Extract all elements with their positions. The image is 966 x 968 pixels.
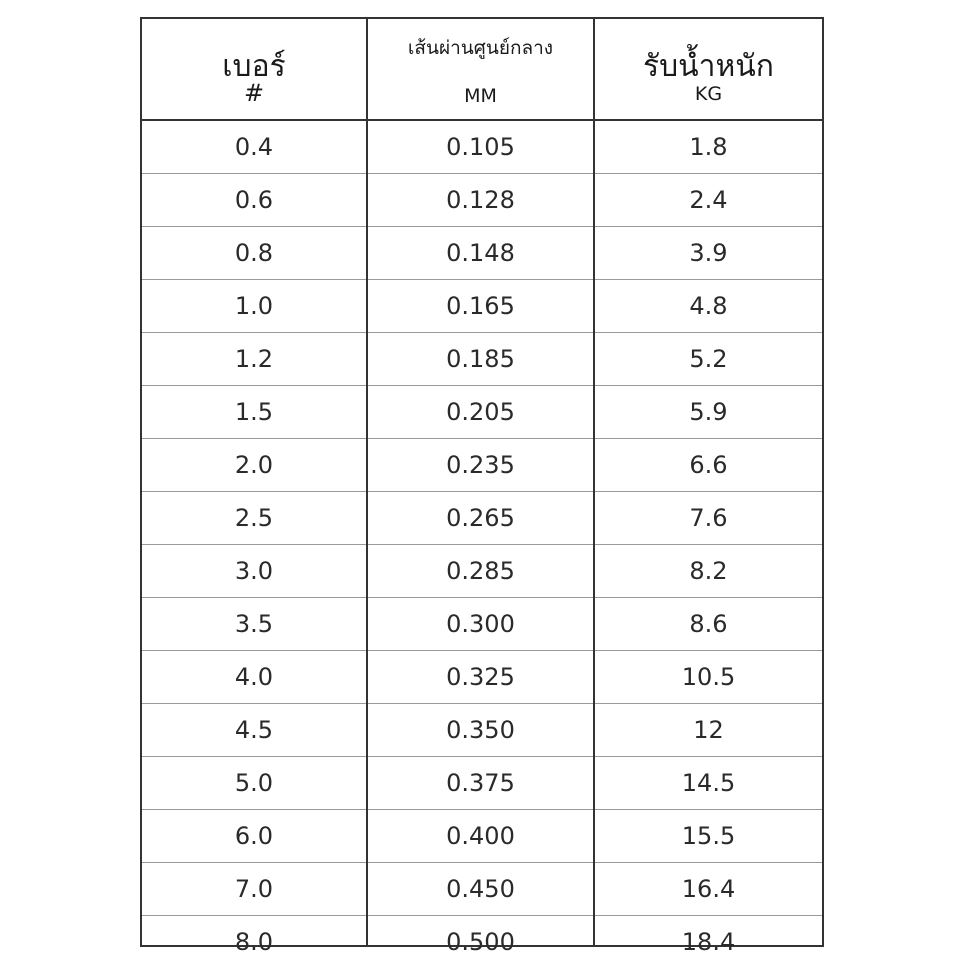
strength-cell: 7.6 — [689, 504, 728, 532]
size-cell: 1.2 — [234, 345, 274, 373]
strength-cell: 10.5 — [681, 663, 736, 691]
strength-cell: 15.5 — [681, 822, 736, 850]
table-body — [142, 121, 822, 968]
diameter-cell: 0.105 — [446, 133, 515, 161]
strength-cell: 5.2 — [689, 345, 728, 373]
table-row — [142, 333, 822, 386]
header-strength-unit: KG — [694, 83, 723, 105]
strength-cell: 14.5 — [681, 769, 736, 797]
header-diameter — [368, 19, 593, 119]
table-row — [142, 810, 822, 863]
diameter-cell: 0.350 — [446, 716, 515, 744]
diameter-cell: 0.325 — [446, 663, 515, 691]
strength-cell: 3.9 — [689, 239, 728, 267]
size-cell: 0.4 — [234, 133, 274, 161]
strength-cell: 8.6 — [689, 610, 728, 638]
table-row — [142, 651, 822, 704]
strength-cell: 4.8 — [689, 292, 728, 320]
size-cell: 4.5 — [234, 716, 274, 744]
header-strength-title: รับน้ำหนัก — [643, 49, 774, 84]
diameter-cell: 0.300 — [446, 610, 515, 638]
size-cell: 2.5 — [234, 504, 274, 532]
table-row — [142, 704, 822, 757]
strength-cell: 8.2 — [689, 557, 728, 585]
size-cell: 0.8 — [234, 239, 274, 267]
size-cell: 4.0 — [234, 663, 274, 691]
table-row — [142, 121, 822, 174]
size-cell: 3.0 — [234, 557, 274, 585]
size-cell: 1.0 — [234, 292, 274, 320]
header-size — [142, 19, 366, 119]
strength-cell: 16.4 — [681, 875, 736, 903]
size-cell: 6.0 — [234, 822, 274, 850]
diameter-cell: 0.185 — [446, 345, 515, 373]
size-cell: 1.5 — [234, 398, 274, 426]
diameter-cell: 0.285 — [446, 557, 515, 585]
size-cell: 3.5 — [234, 610, 274, 638]
table-row — [142, 863, 822, 916]
size-cell: 8.0 — [234, 928, 274, 956]
table-row — [142, 386, 822, 439]
diameter-cell: 0.235 — [446, 451, 515, 479]
header-diameter-title: เส้นผ่านศูนย์กลาง — [407, 37, 554, 59]
size-cell: 0.6 — [234, 186, 274, 214]
table-row — [142, 545, 822, 598]
diameter-cell: 0.205 — [446, 398, 515, 426]
strength-cell: 12 — [693, 716, 724, 744]
column-divider — [593, 19, 595, 945]
diameter-cell: 0.128 — [446, 186, 515, 214]
table-row — [142, 280, 822, 333]
diameter-cell: 0.165 — [446, 292, 515, 320]
diameter-cell: 0.500 — [446, 928, 515, 956]
diameter-cell: 0.375 — [446, 769, 515, 797]
strength-cell: 6.6 — [689, 451, 728, 479]
header-strength — [595, 19, 822, 119]
diameter-cell: 0.265 — [446, 504, 515, 532]
header-diameter-unit: MM — [464, 85, 497, 107]
header-size-title: เบอร์ — [222, 49, 286, 84]
size-cell: 2.0 — [234, 451, 274, 479]
table-row — [142, 174, 822, 227]
table-row — [142, 227, 822, 280]
diameter-cell: 0.400 — [446, 822, 515, 850]
strength-cell: 1.8 — [689, 133, 728, 161]
diameter-cell: 0.148 — [446, 239, 515, 267]
strength-cell: 5.9 — [689, 398, 728, 426]
table-header — [142, 19, 822, 121]
table-row — [142, 757, 822, 810]
strength-cell: 2.4 — [689, 186, 728, 214]
strength-cell: 18.4 — [681, 928, 736, 956]
table-row — [142, 598, 822, 651]
size-cell: 7.0 — [234, 875, 274, 903]
header-size-unit: # — [243, 79, 265, 107]
table-row — [142, 916, 822, 968]
spec-table — [140, 17, 824, 956]
table-row — [142, 492, 822, 545]
column-divider — [366, 19, 368, 945]
diameter-cell: 0.450 — [446, 875, 515, 903]
size-cell: 5.0 — [234, 769, 274, 797]
table-row — [142, 439, 822, 492]
